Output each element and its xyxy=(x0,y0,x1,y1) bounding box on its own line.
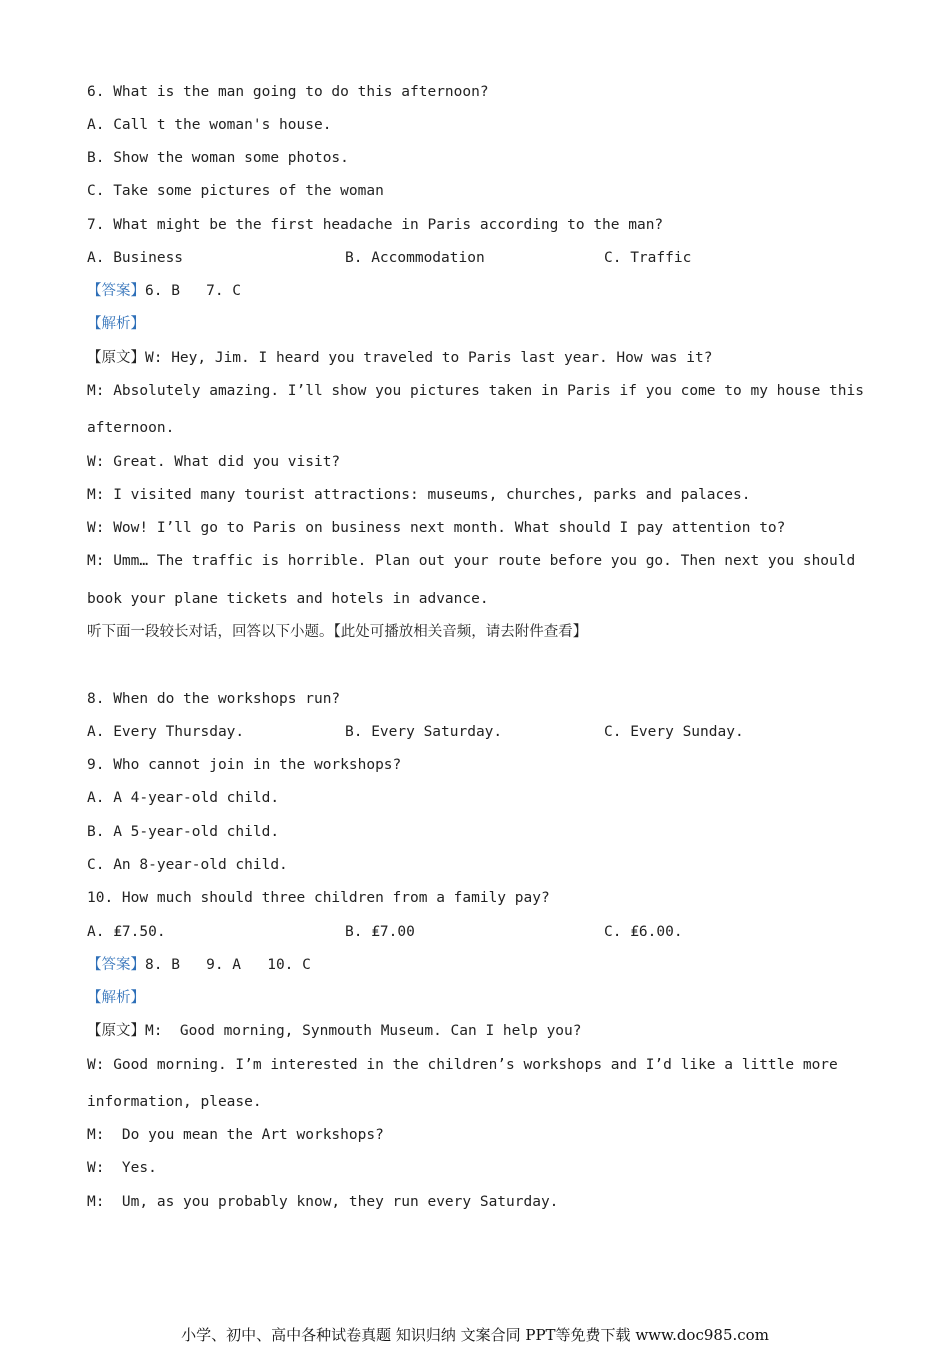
q8-option-b: B. Every Saturday. xyxy=(345,724,503,740)
q6-option-a: A. Call t the woman's house. xyxy=(87,117,332,133)
transcript-tag: 【原文】 xyxy=(87,1023,145,1039)
question-8: 8. When do the workshops run? xyxy=(87,691,341,707)
question-9: 9. Who cannot join in the workshops? xyxy=(87,757,402,773)
transcript-1-line-1 xyxy=(87,348,712,368)
question-6: 6. What is the man going to do this afternoon? xyxy=(87,84,489,100)
transcript-1-line-2: M: Absolutely amazing. I’ll show you pictures taken in Paris if you come to my house this xyxy=(87,383,864,399)
q8-option-a: A. Every Thursday. xyxy=(87,724,245,740)
answer-tag: 【答案】 xyxy=(87,283,145,299)
transcript-2-line-2: W: Good morning. I’m interested in the children’s workshops and I’d like a little more xyxy=(87,1057,838,1073)
transcript-text: W: Hey, Jim. I heard you traveled to Paris last year. How was it? xyxy=(145,350,713,366)
q10-option-c: C. ₤6.00. xyxy=(604,924,683,940)
transcript-1-line-8: book your plane tickets and hotels in advance. xyxy=(87,591,489,607)
answer-text: 8. B 9. A 10. C xyxy=(145,957,311,973)
q7-option-a: A. Business xyxy=(87,250,184,266)
listening-instruction: 听下面一段较长对话，回答以下小题。【此处可播放相关音频，请去附件查看】 xyxy=(87,624,588,640)
answer-1 xyxy=(87,281,241,301)
q7-option-b: B. Accommodation xyxy=(345,250,485,266)
transcript-1-line-5: M: I visited many tourist attractions: museums, churches, parks and palaces. xyxy=(87,487,751,503)
transcript-1-line-4: W: Great. What did you visit? xyxy=(87,454,341,470)
q10-option-b: B. ₤7.00 xyxy=(345,924,415,940)
transcript-2-line-4: M: Do you mean the Art workshops? xyxy=(87,1127,384,1143)
transcript-1-line-3: afternoon. xyxy=(87,420,175,436)
transcript-2-line-5: W: Yes. xyxy=(87,1160,157,1176)
q6-option-c: C. Take some pictures of the woman xyxy=(87,183,384,199)
answer-2 xyxy=(87,955,311,975)
q9-option-c: C. An 8-year-old child. xyxy=(87,857,288,873)
q9-option-a: A. A 4-year-old child. xyxy=(87,790,280,806)
q10-option-a: A. ₤7.50. xyxy=(87,924,166,940)
q8-option-c: C. Every Sunday. xyxy=(604,724,744,740)
answer-tag: 【答案】 xyxy=(87,957,145,973)
transcript-1-line-7: M: Umm… The traffic is horrible. Plan out your route before you go. Then next you should xyxy=(87,553,856,569)
analysis-tag-1: 【解析】 xyxy=(87,316,145,332)
transcript-2-line-6: M: Um, as you probably know, they run every Saturday. xyxy=(87,1194,559,1210)
q9-option-b: B. A 5-year-old child. xyxy=(87,824,280,840)
transcript-tag: 【原文】 xyxy=(87,350,145,366)
transcript-1-line-6: W: Wow! I’ll go to Paris on business next month. What should I pay attention to? xyxy=(87,520,786,536)
answer-text: 6. B 7. C xyxy=(145,283,242,299)
q6-option-b: B. Show the woman some photos. xyxy=(87,150,349,166)
question-7: 7. What might be the first headache in Paris according to the man? xyxy=(87,217,664,233)
page-footer: 小学、初中、高中各种试卷真题 知识归纳 文案合同 PPT等免费下载 www.doc985.com xyxy=(181,1326,769,1344)
analysis-tag-2: 【解析】 xyxy=(87,990,145,1006)
transcript-2-line-1 xyxy=(87,1021,582,1041)
q7-option-c: C. Traffic xyxy=(604,250,692,266)
transcript-text: M: Good morning, Synmouth Museum. Can I help you? xyxy=(145,1023,582,1039)
question-10: 10. How much should three children from a family pay? xyxy=(87,890,550,906)
transcript-2-line-3: information, please. xyxy=(87,1094,262,1110)
